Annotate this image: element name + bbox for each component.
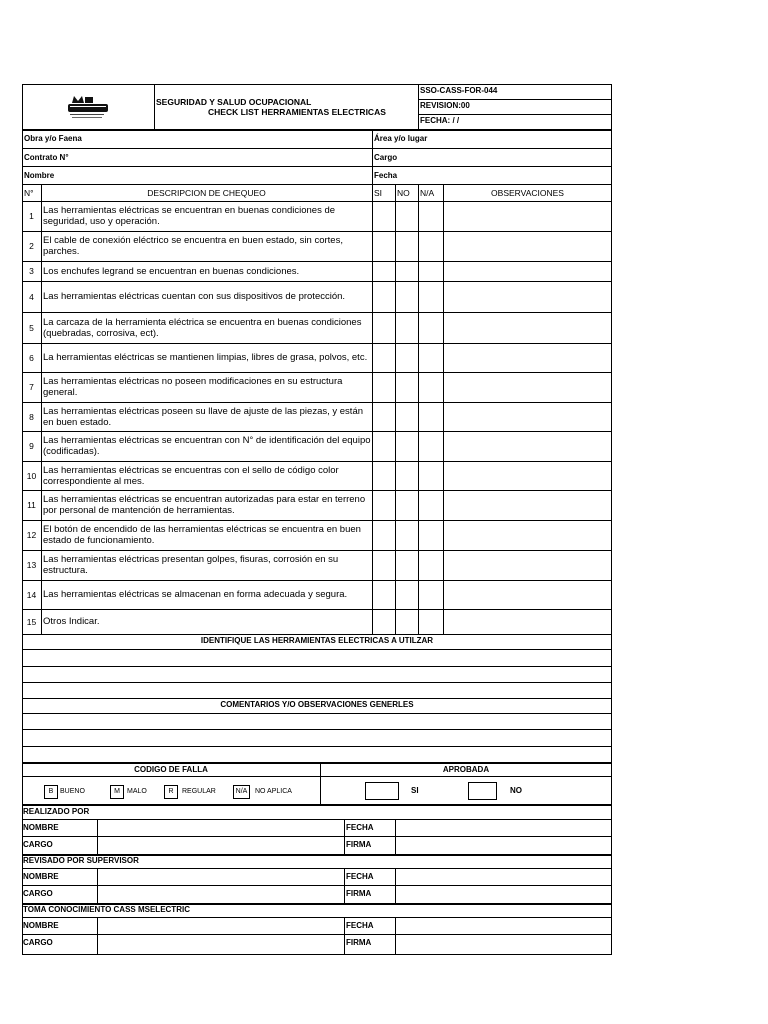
signature-fecha-field[interactable] bbox=[396, 869, 611, 885]
aprobada-si-label: SI bbox=[411, 786, 419, 795]
check-cell-obs[interactable] bbox=[444, 201, 612, 231]
col-si-header: SI bbox=[374, 188, 383, 198]
item-number: 2 bbox=[29, 241, 34, 251]
check-cell-na[interactable] bbox=[419, 609, 443, 634]
check-cell-obs[interactable] bbox=[444, 261, 612, 281]
item-number: 7 bbox=[29, 382, 34, 392]
check-cell-obs[interactable] bbox=[444, 231, 612, 261]
check-cell-na[interactable] bbox=[419, 201, 443, 231]
area-label: Área y/o lugar bbox=[374, 134, 428, 143]
check-cell-no[interactable] bbox=[396, 520, 418, 550]
signature-firma-field[interactable] bbox=[396, 837, 611, 853]
form-code: SSO-CASS-FOR-044 bbox=[420, 86, 498, 95]
check-cell-si[interactable] bbox=[373, 231, 395, 261]
signature-fecha-field[interactable] bbox=[396, 918, 611, 934]
signature-firma-label: FIRMA bbox=[346, 840, 372, 849]
item-description: Las herramientas eléctricas se encuentran en buenas condiciones de seguridad, uso y operación. bbox=[43, 205, 336, 227]
identify-section-title: IDENTIFIQUE LAS HERRAMIENTAS ELECTRICAS A UTILZAR bbox=[200, 636, 434, 645]
item-number: 1 bbox=[29, 211, 34, 221]
table-row bbox=[22, 490, 612, 520]
check-cell-obs[interactable] bbox=[444, 312, 612, 343]
fecha-label: Fecha bbox=[374, 171, 398, 180]
code-box-m: M bbox=[110, 785, 124, 799]
contrato-label: Contrato N° bbox=[24, 153, 69, 162]
check-cell-no[interactable] bbox=[396, 431, 418, 461]
item-description: Las herramientas eléctricas presentan golpes, fisuras, corrosión en su estructura. bbox=[43, 554, 339, 576]
check-cell-obs[interactable] bbox=[444, 402, 612, 431]
signature-block-title: REALIZADO POR bbox=[23, 807, 90, 816]
aprobada-no-box[interactable] bbox=[468, 782, 497, 800]
code-label-regular: REGULAR bbox=[182, 788, 216, 795]
check-cell-no[interactable] bbox=[396, 261, 418, 281]
check-cell-obs[interactable] bbox=[444, 609, 612, 634]
check-cell-na[interactable] bbox=[419, 490, 443, 520]
signature-cargo-label: CARGO bbox=[23, 889, 53, 898]
item-description: Las herramientas eléctricas se almacenan en forma adecuada y segura. bbox=[43, 589, 348, 600]
falla-title: CODIGO DE FALLA bbox=[134, 765, 208, 774]
check-cell-obs[interactable] bbox=[444, 281, 612, 312]
checklist-form bbox=[22, 84, 612, 955]
check-cell-si[interactable] bbox=[373, 580, 395, 609]
item-description: El cable de conexión eléctrico se encuentra en buen estado, sin cortes, parches. bbox=[43, 235, 343, 257]
check-cell-obs[interactable] bbox=[444, 372, 612, 402]
check-cell-si[interactable] bbox=[373, 372, 395, 402]
revision: REVISION:00 bbox=[420, 101, 470, 110]
table-row bbox=[22, 402, 612, 431]
check-cell-na[interactable] bbox=[419, 550, 443, 580]
check-cell-na[interactable] bbox=[419, 402, 443, 431]
code-label-malo: MALO bbox=[127, 788, 147, 795]
check-cell-no[interactable] bbox=[396, 372, 418, 402]
col-na-header: N/A bbox=[420, 188, 435, 198]
check-cell-no[interactable] bbox=[396, 609, 418, 634]
table-row bbox=[22, 312, 612, 343]
item-description: Las herramientas eléctricas cuentan con sus dispositivos de protección. bbox=[43, 291, 346, 302]
check-cell-obs[interactable] bbox=[444, 490, 612, 520]
table-row bbox=[22, 580, 612, 609]
item-description: Las herramientas eléctricas se encuentran con N° de identificación del equipo (codificadas). bbox=[43, 435, 371, 457]
code-box-b: B bbox=[44, 785, 58, 799]
item-description: Las herramientas eléctricas se encuentras con el sello de código color correspondiente al mes. bbox=[43, 465, 339, 487]
table-row bbox=[22, 431, 612, 461]
logo-graphic bbox=[52, 92, 122, 124]
check-cell-na[interactable] bbox=[419, 372, 443, 402]
check-cell-na[interactable] bbox=[419, 261, 443, 281]
aprobada-title: APROBADA bbox=[442, 765, 490, 774]
signature-nombre-label: NOMBRE bbox=[23, 921, 59, 930]
check-cell-na[interactable] bbox=[419, 343, 443, 372]
item-number: 8 bbox=[29, 412, 34, 422]
form-title: CHECK LIST HERRAMIENTAS ELECTRICAS bbox=[208, 107, 386, 117]
item-number: 12 bbox=[26, 530, 37, 540]
header-date: FECHA: / / bbox=[420, 116, 460, 125]
signature-nombre-label: NOMBRE bbox=[23, 823, 59, 832]
table-row bbox=[22, 281, 612, 312]
check-cell-si[interactable] bbox=[373, 520, 395, 550]
col-no-header: NO bbox=[397, 188, 410, 198]
check-cell-si[interactable] bbox=[373, 402, 395, 431]
org-title: SEGURIDAD Y SALUD OCUPACIONAL bbox=[156, 97, 312, 107]
table-row bbox=[22, 520, 612, 550]
code-label-no-aplica: NO APLICA bbox=[255, 788, 292, 795]
table-row bbox=[22, 461, 612, 490]
item-description: Las herramientas eléctricas no poseen modificaciones en su estructura general. bbox=[43, 376, 343, 398]
table-row bbox=[22, 261, 612, 281]
item-description: Las herramientas eléctricas poseen su llave de ajuste de las piezas, y están en buen estado. bbox=[43, 406, 364, 428]
check-cell-na[interactable] bbox=[419, 231, 443, 261]
check-cell-si[interactable] bbox=[373, 343, 395, 372]
check-cell-obs[interactable] bbox=[444, 580, 612, 609]
signature-fecha-field[interactable] bbox=[396, 820, 611, 836]
table-row bbox=[22, 372, 612, 402]
check-cell-obs[interactable] bbox=[444, 343, 612, 372]
code-label-bueno: BUENO bbox=[60, 788, 85, 795]
check-cell-no[interactable] bbox=[396, 201, 418, 231]
item-number: 15 bbox=[26, 617, 37, 627]
item-number: 11 bbox=[27, 500, 36, 510]
check-cell-si[interactable] bbox=[373, 312, 395, 343]
signature-firma-field[interactable] bbox=[396, 886, 611, 902]
signature-firma-label: FIRMA bbox=[346, 938, 372, 947]
signature-cargo-field[interactable] bbox=[98, 935, 344, 951]
check-cell-no[interactable] bbox=[396, 281, 418, 312]
aprobada-no-label: NO bbox=[510, 786, 522, 795]
table-row bbox=[22, 201, 612, 231]
nombre-label: Nombre bbox=[24, 171, 55, 180]
item-description: La herramientas eléctricas se mantienen limpias, libres de grasa, polvos, etc. bbox=[43, 352, 368, 363]
check-cell-obs[interactable] bbox=[444, 461, 612, 490]
signature-cargo-label: CARGO bbox=[23, 938, 53, 947]
check-cell-na[interactable] bbox=[419, 520, 443, 550]
table-row bbox=[22, 609, 612, 634]
item-description: Los enchufes legrand se encuentran en buenas condiciones. bbox=[43, 266, 300, 277]
check-cell-si[interactable] bbox=[373, 490, 395, 520]
item-number: 10 bbox=[26, 471, 37, 481]
check-cell-na[interactable] bbox=[419, 312, 443, 343]
check-cell-obs[interactable] bbox=[444, 520, 612, 550]
item-number: 6 bbox=[29, 353, 34, 363]
check-cell-si[interactable] bbox=[373, 281, 395, 312]
signature-firma-label: FIRMA bbox=[346, 889, 372, 898]
comments-section-title: COMENTARIOS Y/O OBSERVACIONES GENERLES bbox=[220, 700, 414, 709]
item-description: Las herramientas eléctricas se encuentran autorizadas para estar en terreno por personal de mantención de herramientas. bbox=[43, 494, 366, 516]
table-row bbox=[22, 231, 612, 261]
check-cell-na[interactable] bbox=[419, 461, 443, 490]
check-cell-si[interactable] bbox=[373, 261, 395, 281]
signature-block-title: TOMA CONOCIMIENTO CASS MSELECTRIC bbox=[23, 905, 190, 914]
signature-nombre-field[interactable] bbox=[98, 820, 344, 836]
aprobada-si-box[interactable] bbox=[365, 782, 399, 800]
item-number: 14 bbox=[26, 590, 37, 600]
signature-cargo-label: CARGO bbox=[23, 840, 53, 849]
check-cell-no[interactable] bbox=[396, 580, 418, 609]
check-cell-si[interactable] bbox=[373, 201, 395, 231]
item-description: Otros Indicar. bbox=[43, 616, 100, 627]
signature-fecha-label: FECHA bbox=[346, 823, 374, 832]
check-cell-no[interactable] bbox=[396, 312, 418, 343]
col-num-header: N° bbox=[24, 188, 34, 198]
signature-nombre-field[interactable] bbox=[98, 869, 344, 885]
check-cell-si[interactable] bbox=[373, 431, 395, 461]
check-cell-si[interactable] bbox=[373, 609, 395, 634]
check-cell-si[interactable] bbox=[373, 461, 395, 490]
signature-cargo-field[interactable] bbox=[98, 837, 344, 853]
item-number: 5 bbox=[29, 323, 34, 333]
item-number: 3 bbox=[29, 266, 34, 276]
item-description: La carcaza de la herramienta eléctrica se encuentra en buenas condiciones (quebradas, corrosiva, ect). bbox=[43, 317, 362, 339]
item-number: 13 bbox=[26, 560, 37, 570]
signature-nombre-label: NOMBRE bbox=[23, 872, 59, 881]
col-obs-header: OBSERVACIONES bbox=[491, 188, 564, 198]
item-description: El botón de encendido de las herramientas eléctricas se encuentra en buen estado de funcionamiento. bbox=[43, 524, 361, 546]
check-cell-no[interactable] bbox=[396, 461, 418, 490]
cargo-label: Cargo bbox=[374, 153, 398, 162]
signature-nombre-field[interactable] bbox=[98, 918, 344, 934]
company-logo bbox=[52, 92, 122, 124]
signature-fecha-label: FECHA bbox=[346, 921, 374, 930]
check-cell-obs[interactable] bbox=[444, 431, 612, 461]
table-row bbox=[22, 343, 612, 372]
obra-label: Obra y/o Faena bbox=[24, 134, 82, 143]
check-cell-na[interactable] bbox=[419, 281, 443, 312]
signature-block-title: REVISADO POR SUPERVISOR bbox=[23, 856, 139, 865]
check-cell-na[interactable] bbox=[419, 580, 443, 609]
signature-firma-field[interactable] bbox=[396, 935, 611, 951]
check-cell-no[interactable] bbox=[396, 231, 418, 261]
item-number: 4 bbox=[29, 292, 34, 302]
check-cell-no[interactable] bbox=[396, 490, 418, 520]
check-cell-no[interactable] bbox=[396, 343, 418, 372]
table-row bbox=[22, 550, 612, 580]
check-cell-si[interactable] bbox=[373, 550, 395, 580]
signature-fecha-label: FECHA bbox=[346, 872, 374, 881]
col-desc-header: DESCRIPCION DE CHEQUEO bbox=[147, 188, 266, 198]
check-cell-no[interactable] bbox=[396, 402, 418, 431]
check-cell-obs[interactable] bbox=[444, 550, 612, 580]
check-cell-na[interactable] bbox=[419, 431, 443, 461]
signature-cargo-field[interactable] bbox=[98, 886, 344, 902]
check-cell-no[interactable] bbox=[396, 550, 418, 580]
item-number: 9 bbox=[29, 441, 34, 451]
code-box-na: N/A bbox=[233, 785, 250, 799]
code-box-r: R bbox=[164, 785, 178, 799]
